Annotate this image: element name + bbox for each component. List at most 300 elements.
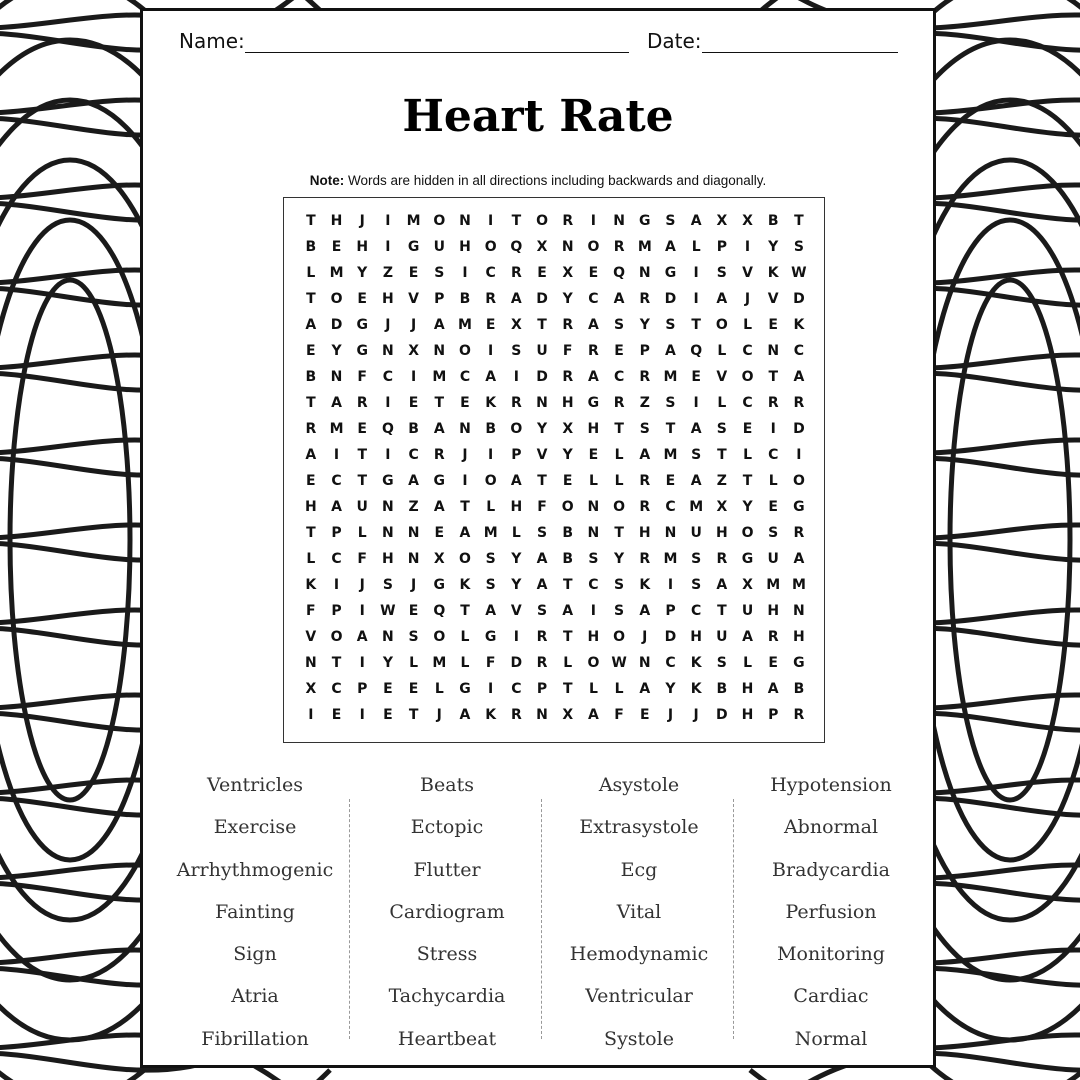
grid-letter[interactable]: P bbox=[434, 291, 445, 307]
grid-letter[interactable]: T bbox=[537, 473, 547, 489]
grid-letter[interactable]: F bbox=[357, 551, 367, 567]
grid-letter[interactable]: I bbox=[385, 213, 391, 229]
grid-letter[interactable]: T bbox=[306, 395, 316, 411]
grid-letter[interactable]: A bbox=[767, 681, 779, 697]
grid-letter[interactable]: J bbox=[385, 317, 391, 333]
grid-letter[interactable]: F bbox=[306, 603, 316, 619]
grid-letter[interactable]: J bbox=[410, 317, 417, 333]
grid-letter[interactable]: C bbox=[742, 395, 753, 411]
grid-letter[interactable]: E bbox=[665, 473, 676, 489]
grid-letter[interactable]: S bbox=[511, 343, 522, 359]
grid-letter[interactable]: O bbox=[792, 473, 805, 489]
grid-letter[interactable]: B bbox=[305, 239, 317, 255]
grid-letter[interactable]: T bbox=[665, 421, 676, 437]
grid-letter[interactable]: A bbox=[716, 291, 728, 307]
grid-letter[interactable]: O bbox=[459, 551, 471, 567]
grid-letter[interactable]: G bbox=[484, 629, 497, 645]
grid-letter[interactable]: I bbox=[488, 681, 494, 697]
grid-letter[interactable]: I bbox=[796, 447, 802, 463]
grid-letter[interactable]: Y bbox=[768, 239, 779, 255]
grid-letter[interactable]: E bbox=[408, 395, 419, 411]
grid-letter[interactable]: C bbox=[382, 369, 394, 385]
grid-letter[interactable]: A bbox=[793, 551, 805, 567]
grid-letter[interactable]: N bbox=[433, 343, 446, 359]
grid-letter[interactable]: K bbox=[485, 395, 497, 411]
grid-letter[interactable]: L bbox=[717, 343, 727, 359]
grid-letter[interactable]: P bbox=[639, 343, 650, 359]
grid-letter[interactable]: A bbox=[331, 395, 342, 411]
grid-letter[interactable]: T bbox=[562, 629, 573, 645]
grid-letter[interactable]: E bbox=[408, 681, 419, 697]
grid-letter[interactable]: L bbox=[486, 499, 496, 515]
grid-letter[interactable]: E bbox=[434, 525, 445, 541]
grid-letter[interactable]: X bbox=[562, 265, 574, 281]
grid-letter[interactable]: R bbox=[510, 265, 522, 281]
grid-letter[interactable]: N bbox=[587, 525, 600, 541]
grid-letter[interactable]: L bbox=[434, 681, 444, 697]
grid-letter[interactable]: V bbox=[536, 447, 548, 463]
grid-letter[interactable]: K bbox=[459, 577, 471, 593]
grid-letter[interactable]: Z bbox=[408, 499, 419, 515]
grid-letter[interactable]: V bbox=[305, 629, 317, 645]
grid-letter[interactable]: R bbox=[356, 395, 368, 411]
grid-letter[interactable]: O bbox=[613, 499, 626, 515]
grid-letter[interactable]: L bbox=[614, 447, 624, 463]
grid-letter[interactable]: N bbox=[330, 369, 343, 385]
grid-letter[interactable]: X bbox=[716, 213, 728, 229]
grid-letter[interactable]: D bbox=[536, 291, 548, 307]
grid-letter[interactable]: Z bbox=[382, 265, 393, 281]
grid-letter[interactable]: I bbox=[333, 577, 340, 593]
grid-letter[interactable]: H bbox=[459, 239, 471, 255]
grid-letter[interactable]: V bbox=[767, 291, 779, 307]
date-blank-line[interactable] bbox=[702, 30, 898, 53]
grid-letter[interactable]: L bbox=[357, 525, 367, 541]
grid-letter[interactable]: P bbox=[331, 603, 342, 619]
grid-letter[interactable]: N bbox=[407, 551, 420, 567]
grid-letter[interactable]: R bbox=[793, 395, 805, 411]
grid-letter[interactable]: R bbox=[613, 239, 625, 255]
grid-letter[interactable]: C bbox=[511, 681, 522, 697]
grid-letter[interactable]: R bbox=[305, 421, 317, 437]
grid-letter[interactable]: C bbox=[331, 681, 342, 697]
grid-letter[interactable]: S bbox=[614, 603, 625, 619]
grid-letter[interactable]: J bbox=[642, 629, 648, 645]
grid-letter[interactable]: L bbox=[511, 525, 521, 541]
grid-letter[interactable]: F bbox=[537, 499, 547, 515]
grid-letter[interactable]: C bbox=[588, 291, 599, 307]
grid-letter[interactable]: A bbox=[408, 473, 420, 489]
grid-letter[interactable]: B bbox=[793, 681, 805, 697]
grid-letter[interactable]: T bbox=[717, 603, 727, 619]
grid-letter[interactable]: N bbox=[382, 525, 394, 541]
grid-letter[interactable]: I bbox=[333, 447, 340, 463]
grid-letter[interactable]: A bbox=[690, 421, 702, 437]
grid-letter[interactable]: I bbox=[488, 213, 494, 229]
grid-letter[interactable]: E bbox=[460, 395, 470, 411]
grid-letter[interactable]: J bbox=[462, 447, 468, 463]
grid-letter[interactable]: L bbox=[588, 681, 598, 697]
grid-letter[interactable]: B bbox=[459, 291, 471, 307]
grid-letter[interactable]: A bbox=[587, 369, 599, 385]
grid-letter[interactable]: M bbox=[663, 447, 678, 463]
grid-letter[interactable]: N bbox=[536, 707, 548, 723]
grid-letter[interactable]: C bbox=[691, 603, 702, 619]
grid-letter[interactable]: E bbox=[357, 421, 367, 437]
grid-letter[interactable]: R bbox=[536, 629, 548, 645]
grid-letter[interactable]: U bbox=[741, 603, 754, 619]
grid-letter[interactable]: S bbox=[536, 603, 548, 619]
grid-letter[interactable]: T bbox=[768, 369, 778, 385]
grid-letter[interactable]: T bbox=[717, 447, 727, 463]
grid-letter[interactable]: R bbox=[639, 369, 651, 385]
grid-letter[interactable]: G bbox=[433, 577, 446, 593]
date-field[interactable] bbox=[647, 29, 898, 53]
grid-letter[interactable]: S bbox=[691, 447, 702, 463]
grid-letter[interactable]: O bbox=[459, 343, 471, 359]
grid-letter[interactable]: P bbox=[665, 603, 676, 619]
grid-letter[interactable]: D bbox=[664, 629, 677, 645]
grid-letter[interactable]: H bbox=[690, 629, 703, 645]
grid-letter[interactable]: B bbox=[305, 369, 317, 385]
grid-letter[interactable]: R bbox=[767, 629, 779, 645]
grid-letter[interactable]: Y bbox=[742, 499, 753, 515]
grid-letter[interactable]: A bbox=[485, 603, 497, 619]
grid-letter[interactable]: B bbox=[485, 421, 496, 437]
grid-letter[interactable]: I bbox=[744, 239, 751, 255]
grid-letter[interactable]: X bbox=[408, 343, 419, 359]
grid-letter[interactable]: A bbox=[665, 343, 676, 359]
grid-letter[interactable]: S bbox=[485, 577, 496, 593]
grid-letter[interactable]: O bbox=[484, 473, 497, 489]
grid-letter[interactable]: X bbox=[536, 239, 548, 255]
grid-letter[interactable]: B bbox=[562, 525, 574, 541]
grid-letter[interactable]: E bbox=[562, 473, 573, 489]
grid-letter[interactable]: E bbox=[588, 447, 599, 463]
grid-letter[interactable]: R bbox=[639, 499, 651, 515]
grid-letter[interactable]: L bbox=[717, 395, 727, 411]
grid-letter[interactable]: A bbox=[793, 369, 805, 385]
grid-letter[interactable]: X bbox=[562, 707, 574, 723]
grid-letter[interactable]: Y bbox=[536, 421, 548, 437]
grid-letter[interactable]: G bbox=[459, 681, 471, 697]
grid-letter[interactable]: C bbox=[665, 499, 676, 515]
grid-letter[interactable]: J bbox=[359, 577, 365, 593]
grid-letter[interactable]: J bbox=[359, 213, 365, 229]
grid-letter[interactable]: A bbox=[433, 421, 445, 437]
grid-letter[interactable]: I bbox=[359, 707, 365, 723]
grid-letter[interactable]: R bbox=[485, 291, 497, 307]
grid-letter[interactable]: C bbox=[613, 369, 625, 385]
grid-letter[interactable]: A bbox=[665, 239, 676, 255]
grid-letter[interactable]: B bbox=[767, 213, 779, 229]
grid-letter[interactable]: M bbox=[432, 655, 447, 671]
grid-letter[interactable]: L bbox=[743, 655, 752, 671]
grid-letter[interactable]: O bbox=[484, 239, 497, 255]
grid-letter[interactable]: M bbox=[458, 317, 472, 333]
grid-letter[interactable]: H bbox=[767, 603, 780, 619]
grid-letter[interactable]: T bbox=[691, 317, 701, 333]
grid-letter[interactable]: K bbox=[793, 317, 805, 333]
grid-letter[interactable]: W bbox=[791, 265, 807, 281]
grid-letter[interactable]: N bbox=[407, 525, 420, 541]
grid-letter[interactable]: E bbox=[768, 499, 778, 515]
grid-letter[interactable]: T bbox=[357, 447, 367, 463]
grid-letter[interactable]: I bbox=[359, 655, 365, 671]
grid-letter[interactable]: A bbox=[485, 369, 497, 385]
grid-letter[interactable]: Q bbox=[690, 343, 703, 359]
grid-letter[interactable]: A bbox=[536, 551, 548, 567]
grid-letter[interactable]: I bbox=[693, 291, 699, 307]
grid-letter[interactable]: R bbox=[510, 395, 522, 411]
grid-letter[interactable]: T bbox=[562, 681, 573, 697]
name-field[interactable] bbox=[179, 29, 629, 53]
grid-letter[interactable]: C bbox=[742, 343, 753, 359]
grid-letter[interactable]: L bbox=[743, 447, 752, 463]
grid-letter[interactable]: O bbox=[561, 499, 574, 515]
grid-letter[interactable]: S bbox=[434, 265, 445, 281]
grid-letter[interactable]: N bbox=[304, 655, 317, 671]
grid-letter[interactable]: C bbox=[485, 265, 496, 281]
grid-letter[interactable]: T bbox=[408, 707, 419, 723]
grid-letter[interactable]: B bbox=[562, 551, 574, 567]
grid-letter[interactable]: M bbox=[483, 525, 498, 541]
grid-letter[interactable]: F bbox=[357, 369, 367, 385]
grid-letter[interactable]: Y bbox=[331, 343, 342, 359]
grid-letter[interactable]: M bbox=[689, 499, 704, 515]
grid-letter[interactable]: A bbox=[331, 499, 342, 515]
grid-letter[interactable]: P bbox=[511, 447, 522, 463]
grid-letter[interactable]: I bbox=[385, 395, 391, 411]
grid-letter[interactable]: S bbox=[665, 317, 676, 333]
grid-letter[interactable]: N bbox=[459, 421, 471, 437]
grid-letter[interactable]: A bbox=[587, 707, 599, 723]
grid-letter[interactable]: M bbox=[329, 421, 344, 437]
grid-letter[interactable]: O bbox=[741, 369, 754, 385]
grid-letter[interactable]: L bbox=[614, 681, 624, 697]
grid-letter[interactable]: C bbox=[588, 577, 599, 593]
grid-letter[interactable]: Y bbox=[382, 655, 393, 671]
grid-letter[interactable]: N bbox=[767, 343, 780, 359]
grid-letter[interactable]: E bbox=[408, 603, 419, 619]
grid-letter[interactable]: N bbox=[664, 525, 677, 541]
grid-letter[interactable]: M bbox=[637, 239, 652, 255]
grid-letter[interactable]: D bbox=[664, 291, 677, 307]
grid-letter[interactable]: H bbox=[741, 681, 754, 697]
grid-letter[interactable]: M bbox=[329, 265, 344, 281]
grid-letter[interactable]: X bbox=[305, 681, 317, 697]
grid-letter[interactable]: I bbox=[308, 707, 314, 723]
grid-letter[interactable]: S bbox=[691, 551, 702, 567]
grid-letter[interactable]: G bbox=[356, 343, 368, 359]
grid-letter[interactable]: E bbox=[408, 265, 419, 281]
grid-letter[interactable]: T bbox=[614, 421, 624, 437]
grid-letter[interactable]: N bbox=[587, 499, 600, 515]
grid-letter[interactable]: L bbox=[306, 265, 316, 281]
grid-letter[interactable]: E bbox=[331, 239, 342, 255]
grid-letter[interactable]: Y bbox=[665, 681, 676, 697]
grid-letter[interactable]: U bbox=[536, 343, 548, 359]
grid-letter[interactable]: C bbox=[331, 551, 342, 567]
grid-letter[interactable]: Z bbox=[716, 473, 727, 489]
grid-letter[interactable]: T bbox=[306, 213, 316, 229]
grid-letter[interactable]: A bbox=[305, 317, 317, 333]
grid-letter[interactable]: E bbox=[768, 317, 778, 333]
grid-letter[interactable]: Y bbox=[614, 551, 625, 567]
grid-letter[interactable]: T bbox=[742, 473, 753, 489]
grid-letter[interactable]: U bbox=[690, 525, 702, 541]
grid-letter[interactable]: S bbox=[793, 239, 804, 255]
grid-letter[interactable]: R bbox=[793, 707, 805, 723]
grid-letter[interactable]: K bbox=[639, 577, 651, 593]
grid-letter[interactable]: S bbox=[588, 551, 599, 567]
grid-letter[interactable]: Q bbox=[510, 239, 523, 255]
grid-letter[interactable]: K bbox=[305, 577, 317, 593]
grid-letter[interactable]: R bbox=[639, 551, 651, 567]
grid-letter[interactable]: A bbox=[639, 447, 651, 463]
grid-letter[interactable]: J bbox=[667, 707, 674, 723]
grid-letter[interactable]: U bbox=[716, 629, 728, 645]
grid-letter[interactable]: T bbox=[537, 317, 547, 333]
grid-letter[interactable]: N bbox=[382, 343, 394, 359]
grid-letter[interactable]: C bbox=[408, 447, 419, 463]
grid-letter[interactable]: A bbox=[536, 577, 548, 593]
grid-letter[interactable]: H bbox=[382, 291, 394, 307]
grid-letter[interactable]: U bbox=[767, 551, 779, 567]
grid-letter[interactable]: L bbox=[460, 655, 470, 671]
grid-letter[interactable]: I bbox=[462, 473, 468, 489]
grid-letter[interactable]: X bbox=[742, 213, 753, 229]
grid-letter[interactable]: A bbox=[433, 499, 445, 515]
grid-letter[interactable]: T bbox=[460, 603, 470, 619]
grid-letter[interactable]: S bbox=[614, 577, 625, 593]
grid-letter[interactable]: E bbox=[306, 473, 316, 489]
grid-letter[interactable]: R bbox=[562, 213, 574, 229]
grid-letter[interactable]: G bbox=[433, 473, 446, 489]
grid-letter[interactable]: A bbox=[510, 291, 522, 307]
grid-letter[interactable]: E bbox=[742, 421, 753, 437]
grid-letter[interactable]: I bbox=[693, 265, 699, 281]
grid-letter[interactable]: A bbox=[433, 317, 445, 333]
grid-letter[interactable]: L bbox=[409, 655, 419, 671]
grid-letter[interactable]: Q bbox=[381, 421, 394, 437]
grid-letter[interactable]: A bbox=[613, 291, 625, 307]
grid-letter[interactable]: E bbox=[331, 707, 342, 723]
grid-letter[interactable]: D bbox=[536, 369, 548, 385]
grid-letter[interactable]: S bbox=[716, 655, 727, 671]
grid-letter[interactable]: R bbox=[433, 447, 445, 463]
grid-letter[interactable]: A bbox=[510, 473, 522, 489]
grid-letter[interactable]: T bbox=[794, 213, 804, 229]
grid-letter[interactable]: I bbox=[359, 603, 365, 619]
grid-letter[interactable]: R bbox=[639, 473, 651, 489]
grid-letter[interactable]: S bbox=[382, 577, 393, 593]
grid-letter[interactable]: T bbox=[614, 525, 624, 541]
grid-letter[interactable]: S bbox=[639, 421, 650, 437]
grid-letter[interactable]: P bbox=[768, 707, 779, 723]
grid-letter[interactable]: G bbox=[793, 499, 805, 515]
grid-letter[interactable]: O bbox=[510, 421, 523, 437]
grid-letter[interactable]: M bbox=[663, 369, 678, 385]
grid-letter[interactable]: O bbox=[433, 629, 446, 645]
grid-letter[interactable]: A bbox=[587, 317, 599, 333]
grid-letter[interactable]: L bbox=[460, 629, 470, 645]
grid-letter[interactable]: H bbox=[587, 421, 600, 437]
grid-letter[interactable]: V bbox=[742, 265, 753, 281]
grid-letter[interactable]: R bbox=[639, 291, 651, 307]
grid-letter[interactable]: C bbox=[665, 655, 676, 671]
grid-letter[interactable]: I bbox=[513, 369, 519, 385]
grid-letter[interactable]: I bbox=[385, 447, 391, 463]
grid-letter[interactable]: I bbox=[693, 395, 699, 411]
grid-letter[interactable]: N bbox=[382, 499, 394, 515]
grid-letter[interactable]: H bbox=[356, 239, 369, 255]
grid-letter[interactable]: J bbox=[693, 707, 699, 723]
grid-letter[interactable]: O bbox=[536, 213, 548, 229]
grid-letter[interactable]: P bbox=[331, 525, 342, 541]
grid-letter[interactable]: J bbox=[436, 707, 442, 723]
grid-letter[interactable]: I bbox=[488, 343, 494, 359]
grid-letter[interactable]: H bbox=[330, 213, 343, 229]
grid-letter[interactable]: Y bbox=[357, 265, 368, 281]
grid-letter[interactable]: P bbox=[536, 681, 548, 697]
grid-letter[interactable]: Y bbox=[511, 551, 522, 567]
grid-letter[interactable]: Q bbox=[613, 265, 626, 281]
grid-letter[interactable]: I bbox=[590, 603, 597, 619]
grid-letter[interactable]: E bbox=[383, 707, 393, 723]
grid-letter[interactable]: C bbox=[459, 369, 471, 385]
grid-letter[interactable]: K bbox=[485, 707, 497, 723]
grid-letter[interactable]: L bbox=[306, 551, 316, 567]
grid-letter[interactable]: C bbox=[793, 343, 805, 359]
grid-letter[interactable]: R bbox=[588, 343, 599, 359]
grid-letter[interactable]: J bbox=[744, 291, 751, 307]
grid-letter[interactable]: T bbox=[460, 499, 470, 515]
grid-letter[interactable]: A bbox=[639, 603, 651, 619]
grid-letter[interactable]: X bbox=[433, 551, 445, 567]
grid-letter[interactable]: S bbox=[691, 577, 702, 593]
grid-letter[interactable]: T bbox=[357, 473, 367, 489]
grid-letter[interactable]: B bbox=[408, 421, 419, 437]
grid-letter[interactable]: D bbox=[793, 291, 805, 307]
grid-letter[interactable]: F bbox=[562, 343, 573, 359]
grid-letter[interactable]: A bbox=[690, 213, 702, 229]
grid-letter[interactable]: Z bbox=[639, 395, 650, 411]
grid-letter[interactable]: E bbox=[537, 265, 547, 281]
grid-letter[interactable]: K bbox=[767, 265, 779, 281]
grid-letter[interactable]: U bbox=[433, 239, 445, 255]
grid-letter[interactable]: H bbox=[741, 707, 754, 723]
grid-letter[interactable]: X bbox=[510, 317, 522, 333]
grid-letter[interactable]: M bbox=[406, 213, 421, 229]
grid-letter[interactable]: D bbox=[716, 707, 728, 723]
grid-letter[interactable]: N bbox=[536, 395, 548, 411]
grid-letter[interactable]: N bbox=[638, 265, 651, 281]
grid-letter[interactable]: R bbox=[562, 369, 574, 385]
grid-letter[interactable]: A bbox=[716, 577, 728, 593]
grid-letter[interactable]: V bbox=[510, 603, 522, 619]
grid-letter[interactable]: P bbox=[357, 681, 368, 697]
grid-letter[interactable]: O bbox=[587, 655, 600, 671]
grid-letter[interactable]: G bbox=[639, 213, 651, 229]
grid-letter[interactable]: A bbox=[742, 629, 753, 645]
grid-letter[interactable]: I bbox=[513, 629, 519, 645]
grid-letter[interactable]: Y bbox=[562, 291, 573, 307]
grid-letter[interactable]: T bbox=[306, 525, 316, 541]
grid-letter[interactable]: R bbox=[767, 395, 779, 411]
grid-letter[interactable]: O bbox=[433, 213, 446, 229]
grid-letter[interactable]: S bbox=[408, 629, 419, 645]
